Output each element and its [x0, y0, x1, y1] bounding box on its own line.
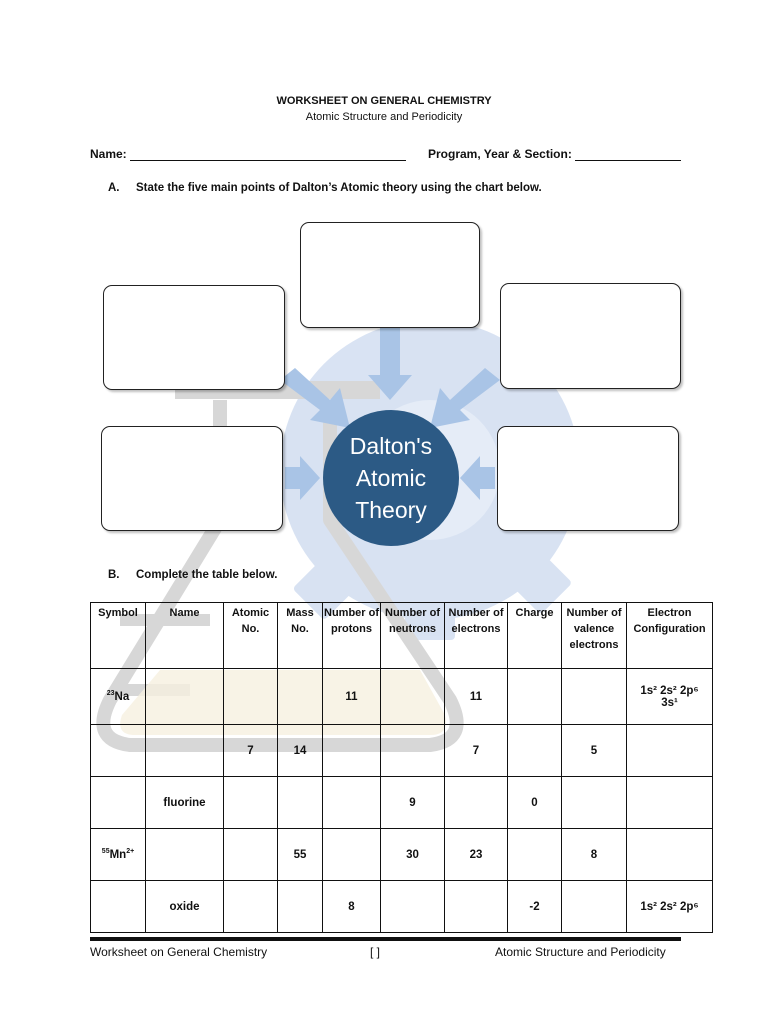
cell-charge[interactable]: 0: [508, 777, 562, 829]
element-symbol: Mn: [109, 848, 127, 861]
header-electrons: Number of electrons: [445, 603, 508, 669]
cell-config[interactable]: [627, 881, 713, 933]
cell-charge[interactable]: [508, 669, 562, 725]
cell-valence[interactable]: 8: [562, 829, 627, 881]
cell-atomic-no[interactable]: [224, 669, 278, 725]
cell-atomic-no[interactable]: [224, 881, 278, 933]
cell-name[interactable]: fluorine: [146, 777, 224, 829]
header-atomic-no: Atomic No.: [224, 603, 278, 669]
cell-symbol[interactable]: [91, 669, 146, 725]
worksheet-subtitle: Atomic Structure and Periodicity: [305, 111, 463, 123]
center-line-3: Theory: [355, 497, 427, 523]
cell-mass-no[interactable]: 55: [278, 829, 323, 881]
cell-name[interactable]: [146, 669, 224, 725]
center-line-1: Dalton's: [349, 433, 433, 459]
arrow-upper-right: [430, 368, 500, 428]
config-line-2: 3s¹: [661, 696, 678, 709]
footer-left: Worksheet on General Chemistry: [90, 945, 268, 959]
table-row: [91, 777, 713, 829]
cell-atomic-no[interactable]: 7: [224, 725, 278, 777]
cell-symbol[interactable]: [91, 725, 146, 777]
arrow-lower-left: [285, 456, 320, 500]
cell-mass-no[interactable]: [278, 669, 323, 725]
cell-mass-no[interactable]: 14: [278, 725, 323, 777]
header-neutrons: Number of neutrons: [381, 603, 445, 669]
cell-config[interactable]: [627, 725, 713, 777]
cell-valence[interactable]: 5: [562, 725, 627, 777]
header-symbol: Symbol: [91, 603, 146, 669]
cell-config[interactable]: [627, 669, 713, 725]
table-row: [91, 669, 713, 725]
section-b-instruction: Complete the table below.: [136, 569, 278, 581]
cell-electrons[interactable]: 7: [445, 725, 508, 777]
cell-electrons[interactable]: 23: [445, 829, 508, 881]
name-label: Name:: [90, 147, 127, 161]
cell-config[interactable]: [627, 829, 713, 881]
cell-symbol[interactable]: [91, 829, 146, 881]
element-symbol: Na: [114, 690, 130, 703]
cell-protons[interactable]: 11: [323, 669, 381, 725]
section-a-letter: A.: [108, 182, 120, 194]
mass-superscript: 23: [106, 690, 115, 698]
cell-charge[interactable]: [508, 829, 562, 881]
cell-neutrons[interactable]: [381, 881, 445, 933]
center-line-2: Atomic: [355, 465, 427, 491]
cell-charge[interactable]: [508, 725, 562, 777]
worksheet-title: WORKSHEET ON GENERAL CHEMISTRY: [276, 95, 492, 107]
cell-protons[interactable]: 8: [323, 881, 381, 933]
dalton-point-box-1[interactable]: [300, 222, 480, 328]
dalton-point-box-4[interactable]: [101, 426, 283, 531]
header-protons: Number of protons: [323, 603, 381, 669]
cell-neutrons[interactable]: [381, 725, 445, 777]
cell-protons[interactable]: [323, 725, 381, 777]
header-config: Electron Configuration: [627, 603, 713, 669]
table-header-row: [91, 603, 713, 669]
program-label: Program, Year & Section:: [428, 147, 572, 161]
mass-superscript: 55: [101, 848, 110, 856]
arrow-upper-left: [280, 368, 350, 428]
cell-valence[interactable]: [562, 881, 627, 933]
table-row: [91, 829, 713, 881]
cell-config[interactable]: [627, 777, 713, 829]
dalton-point-box-2[interactable]: [103, 285, 285, 390]
cell-mass-no[interactable]: [278, 881, 323, 933]
cell-valence[interactable]: [562, 777, 627, 829]
section-b: [108, 569, 277, 581]
cell-electrons[interactable]: [445, 881, 508, 933]
cell-mass-no[interactable]: [278, 777, 323, 829]
cell-neutrons[interactable]: [381, 669, 445, 725]
cell-symbol[interactable]: [91, 881, 146, 933]
atomic-structure-table: [90, 602, 713, 933]
cell-charge[interactable]: -2: [508, 881, 562, 933]
footer-right: Atomic Structure and Periodicity: [495, 945, 666, 959]
cell-symbol[interactable]: [91, 777, 146, 829]
table-row: [91, 881, 713, 933]
header-mass-no: Mass No.: [278, 603, 323, 669]
cell-protons[interactable]: [323, 829, 381, 881]
cell-name[interactable]: oxide: [146, 881, 224, 933]
config-line-1: 1s² 2s² 2p⁶: [640, 900, 699, 913]
table-row: [91, 725, 713, 777]
arrow-lower-right: [460, 456, 495, 500]
cell-neutrons[interactable]: 30: [381, 829, 445, 881]
dalton-point-box-5[interactable]: [497, 426, 679, 531]
cell-name[interactable]: [146, 829, 224, 881]
dalton-theory-circle: [323, 410, 459, 546]
cell-electrons[interactable]: [445, 777, 508, 829]
cell-protons[interactable]: [323, 777, 381, 829]
footer-divider: [90, 937, 681, 941]
config-line-1: 1s² 2s² 2p⁶: [640, 684, 699, 697]
footer-page-number: [ ]: [370, 945, 381, 959]
section-a-instruction: State the five main points of Dalton’s Atomic theory using the chart below.: [136, 182, 542, 194]
header-valence: Number of valence electrons: [562, 603, 627, 669]
charge-superscript: 2+: [126, 848, 135, 856]
header-name: Name: [146, 603, 224, 669]
cell-electrons[interactable]: 11: [445, 669, 508, 725]
cell-name[interactable]: [146, 725, 224, 777]
section-b-letter: B.: [108, 569, 120, 581]
cell-atomic-no[interactable]: [224, 829, 278, 881]
dalton-point-box-3[interactable]: [500, 283, 681, 389]
cell-neutrons[interactable]: 9: [381, 777, 445, 829]
header-charge: Charge: [508, 603, 562, 669]
cell-atomic-no[interactable]: [224, 777, 278, 829]
arrow-top: [368, 328, 412, 400]
cell-valence[interactable]: [562, 669, 627, 725]
